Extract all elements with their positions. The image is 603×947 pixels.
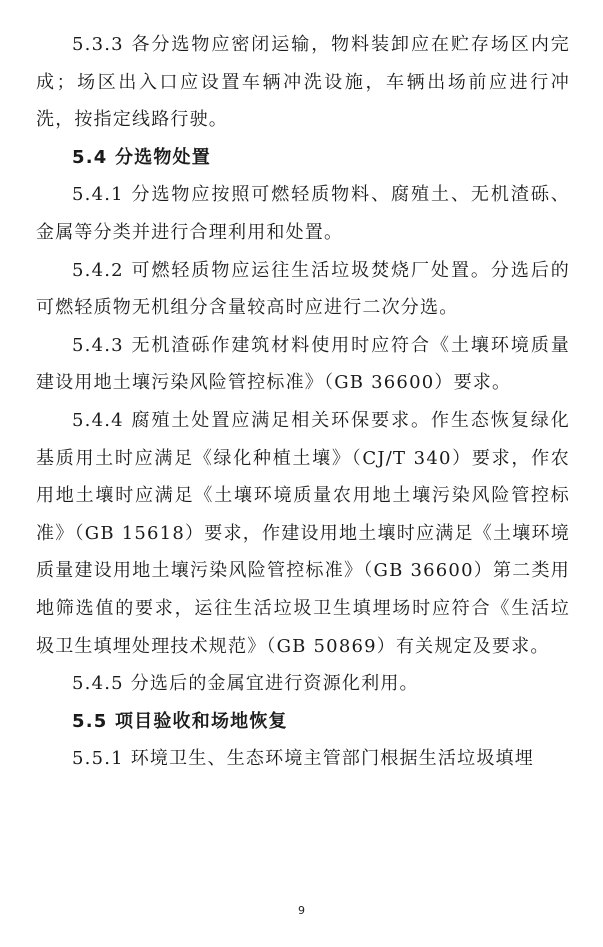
paragraph-5-4-1: 5.4.1 分选物应按照可燃轻质物料、腐殖土、无机渣砾、金属等分类并进行合理利用和处置。 [36, 184, 570, 243]
paragraph-5-4-4: 5.4.4 腐殖土处置应满足相关环保要求。作生态恢复绿化基质用土时应满足《绿化种植土壤》（CJ/T 340）要求，作农用地土壤时应满足《土壤环境质量农用地土壤污染风险管控标准》（GB 15618）要求，作建设用地土壤时应满足《土壤环境质量建设用地土壤污染风险管控标准》（GB 36600）第二类用地筛选值的要求，运往生活垃圾卫生填埋场时应符合《生活垃圾卫生填埋处理技术规范》（GB 50869）有关规定及要求。 [36, 409, 570, 657]
paragraph-5-3-3: 5.3.3 各分选物应密闭运输，物料装卸应在贮存场区内完成；场区出入口应设置车辆冲洗设施，车辆出场前应进行冲洗，按指定线路行驶。 [36, 34, 570, 131]
paragraph-5-5-1: 5.5.1 环境卫生、生态环境主管部门根据生活垃圾填埋 [72, 748, 534, 770]
page-number: 9 [298, 904, 305, 917]
section-heading-5-5: 5.5 项目验收和场地恢复 [72, 710, 288, 732]
paragraph-5-4-5: 5.4.5 分选后的金属宜进行资源化利用。 [72, 673, 419, 695]
paragraph-5-4-2: 5.4.2 可燃轻质物应运往生活垃圾焚烧厂处置。分选后的可燃轻质物无机组分含量较高时应进行二次分选。 [36, 259, 570, 319]
paragraph-5-4-3: 5.4.3 无机渣砾作建筑材料使用时应符合《土壤环境质量建设用地土壤污染风险管控标准》（GB 36600）要求。 [36, 334, 570, 394]
section-heading-5-4: 5.4 分选物处置 [72, 146, 211, 168]
document-page [36, 26, 570, 778]
